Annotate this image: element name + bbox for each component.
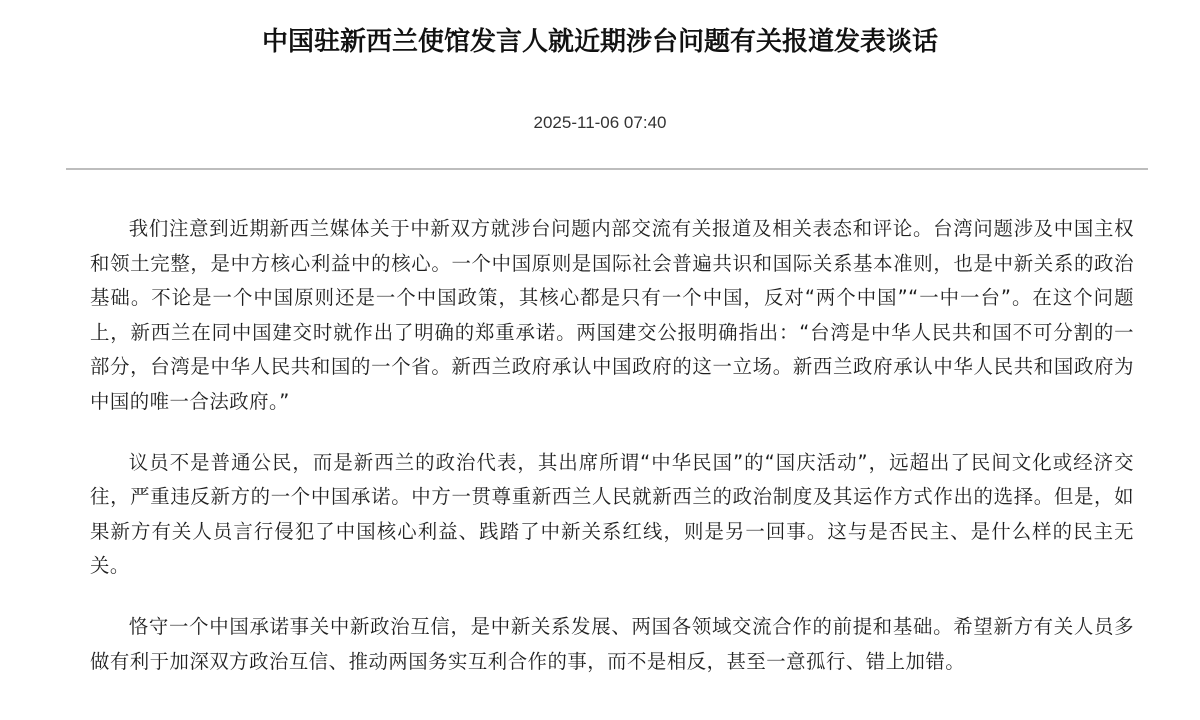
paragraph-1: 我们注意到近期新西兰媒体关于中新双方就涉台问题内部交流有关报道及相关表态和评论。台湾问题涉及中国主权和领土完整，是中方核心利益中的核心。一个中国原则是国际社会普遍共识和国际关系基本准则，也是中新关系的政治基础。不论是一个中国原则还是一个中国政策，其核心都是只有一个中国，反对“两个中国”“一中一台”。在这个问题上，新西兰在同中国建交时就作出了明确的郑重承诺。两国建交公报明确指出：“台湾是中华人民共和国不可分割的一部分，台湾是中华人民共和国的一个省。新西兰政府承认中国政府的这一立场。新西兰政府承认中华人民共和国政府为中国的唯一合法政府。”	[90, 217, 1134, 413]
paragraph-2: 议员不是普通公民，而是新西兰的政治代表，其出席所谓“中华民国”的“国庆活动”，远超出了民间文化或经济交往，严重违反新方的一个中国承诺。中方一贯尊重新西兰人民就新西兰的政治制度及其运作方式作出的选择。但是，如果新方有关人员言行侵犯了中国核心利益、践踏了中新关系红线，则是另一回事。这与是否民主、是什么样的民主无关。	[90, 450, 1134, 578]
header-divider	[66, 168, 1148, 170]
paragraph-3: 恪守一个中国承诺事关中新政治互信，是中新关系发展、两国各领域交流合作的前提和基础。希望新方有关人员多做有利于加深双方政治互信、推动两国务实互利合作的事，而不是相反，甚至一意孤行、错上加错。	[90, 614, 1134, 673]
article-body	[90, 212, 1134, 705]
publish-timestamp: 2025-11-06 07:40	[533, 113, 667, 132]
article-title: 中国驻新西兰使馆发言人就近期涉台问题有关报道发表谈话	[261, 27, 938, 57]
